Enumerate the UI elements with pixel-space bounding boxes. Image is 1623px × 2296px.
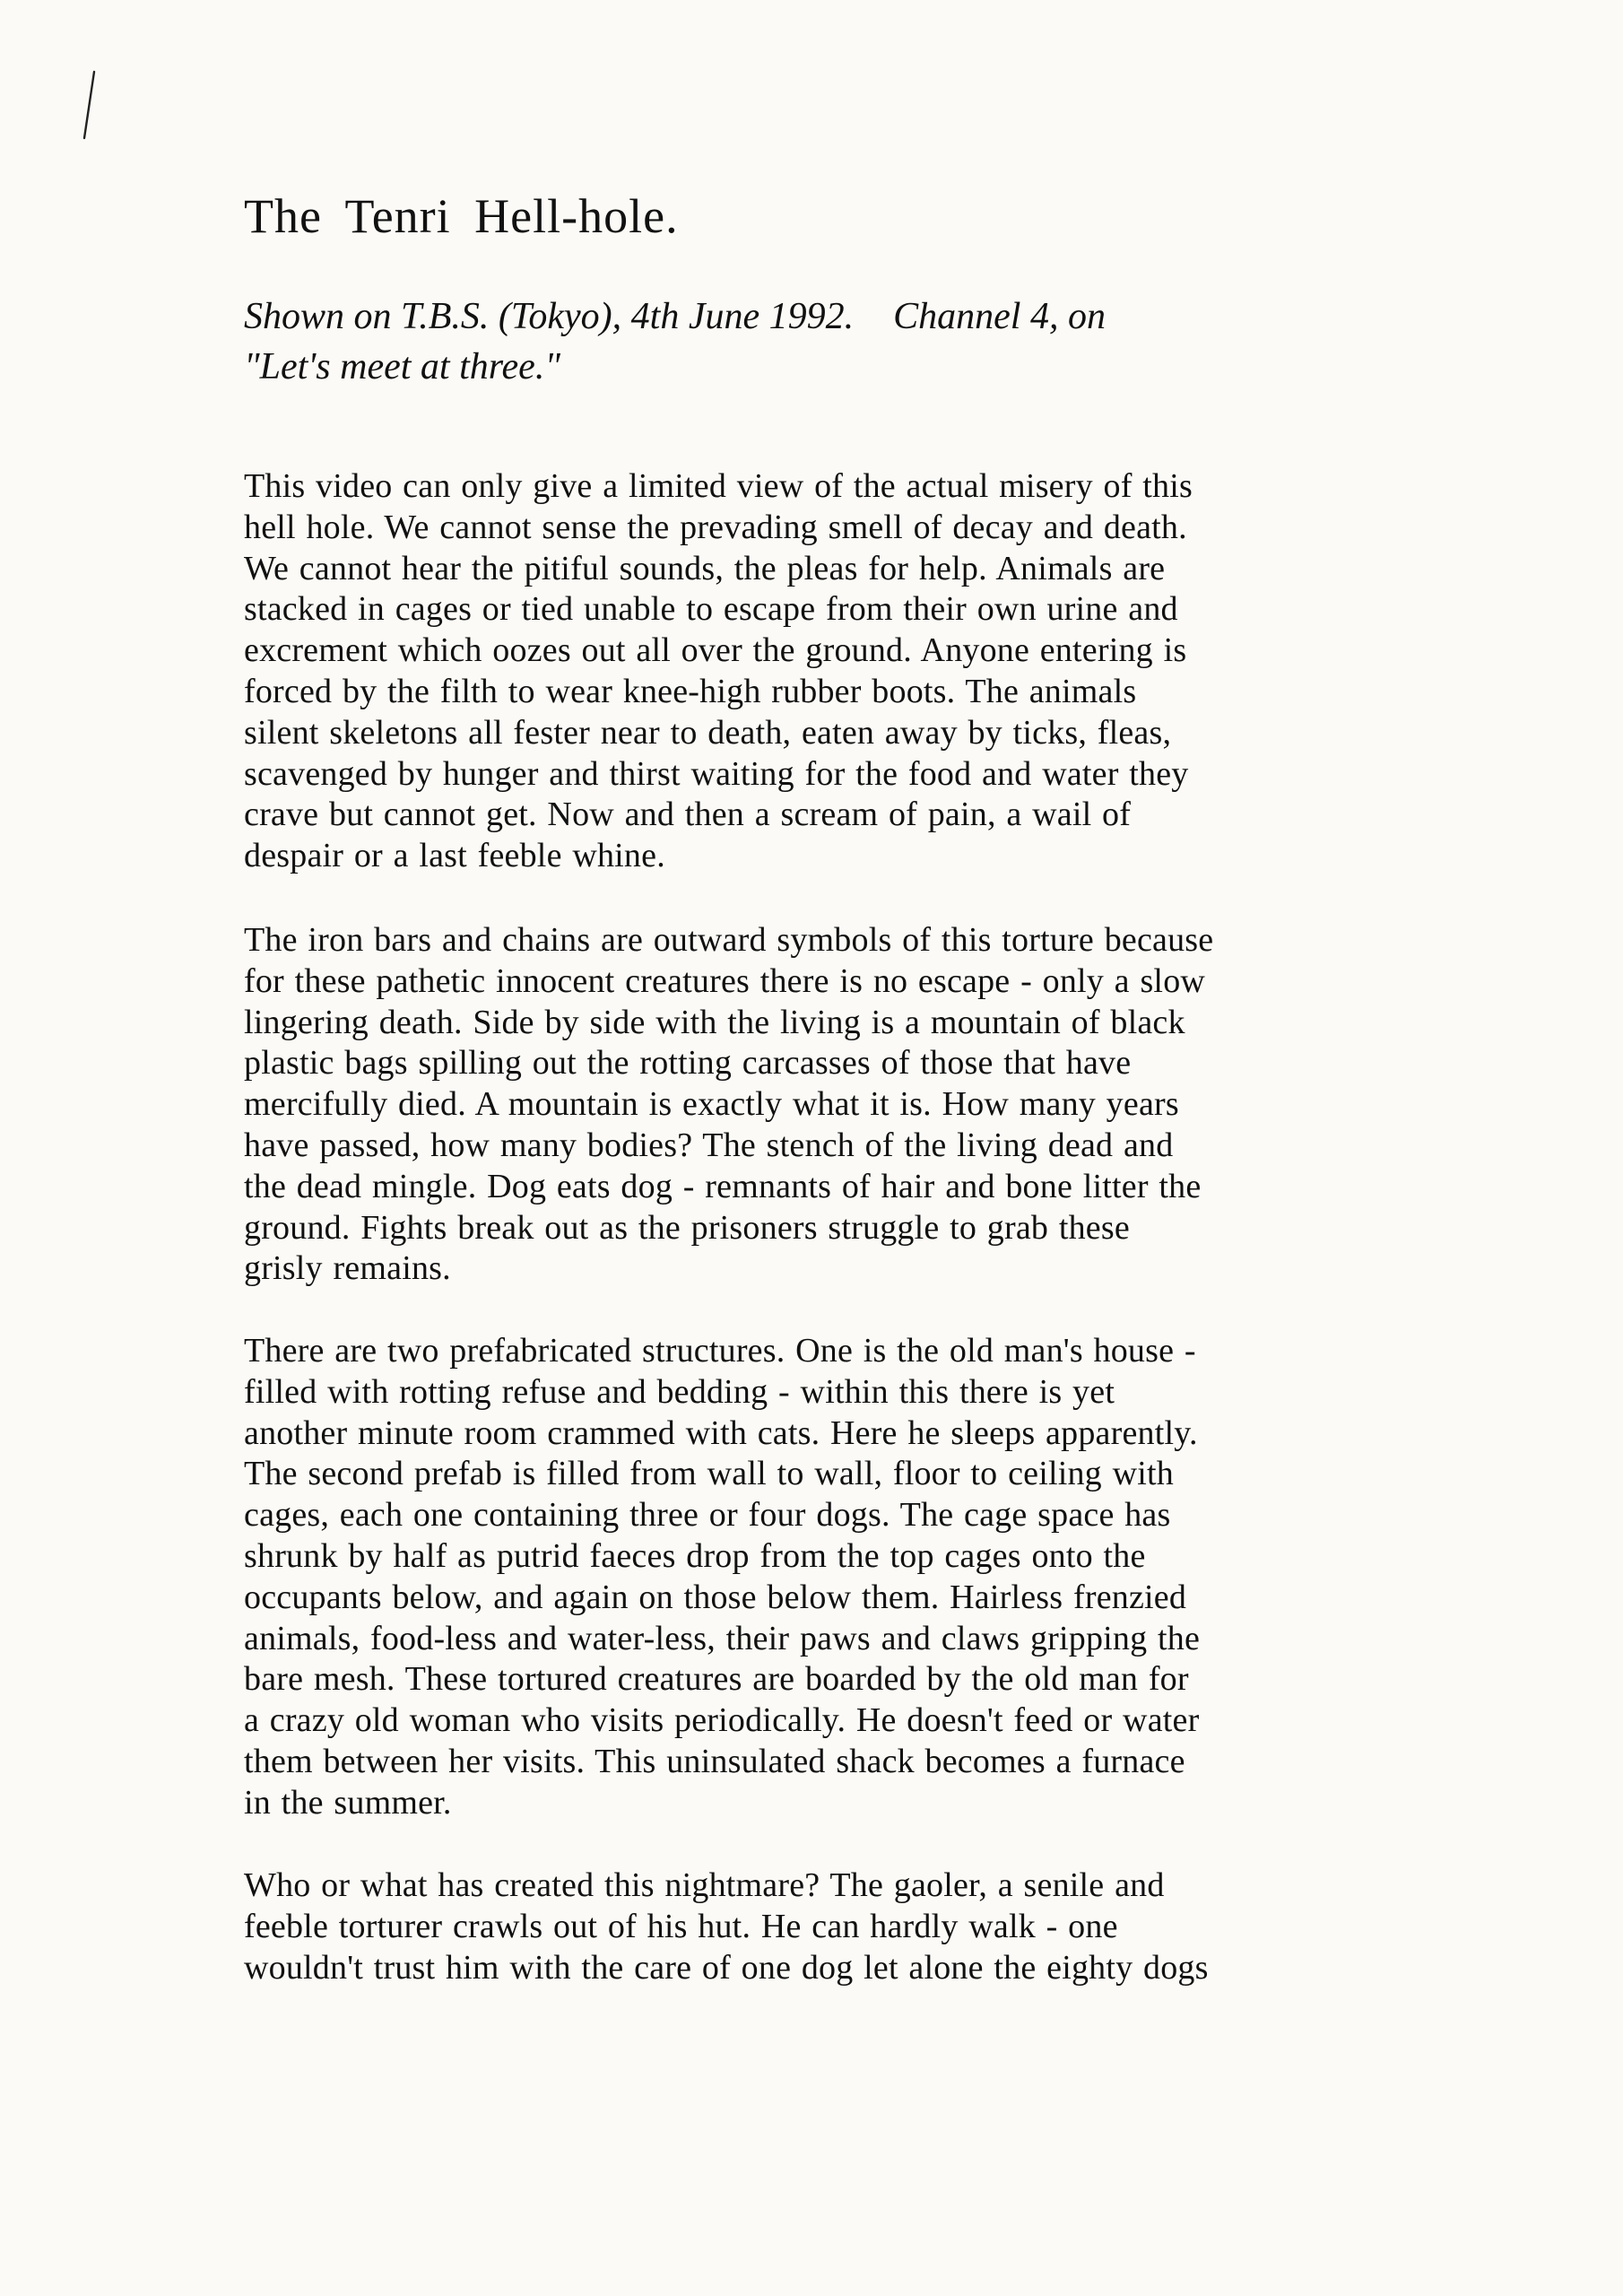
text-line: The iron bars and chains are outward symbols of this torture because: [244, 921, 1214, 959]
broadcast-date: Shown on T.B.S. (Tokyo), 4th June 1992.: [244, 296, 855, 337]
paragraph-4: [244, 1866, 1209, 1988]
text-line: The second prefab is filled from wall to wall, floor to ceiling with: [244, 1455, 1174, 1493]
text-line: bare mesh. These tortured creatures are boarded by the old man for: [244, 1660, 1189, 1699]
text-line: silent skeletons all fester near to death, eaten away by ticks, fleas,: [244, 713, 1172, 752]
text-line: feeble torturer crawls out of his hut. He can hardly walk - one: [244, 1907, 1118, 1945]
text-line: plastic bags spilling out the rotting carcasses of those that have: [244, 1044, 1132, 1083]
text-line: have passed, how many bodies? The stench of the living dead and: [244, 1126, 1174, 1164]
paragraph-1: [244, 466, 1193, 877]
text-line: We cannot hear the pitiful sounds, the pleas for help. Animals are: [244, 549, 1166, 587]
margin-slash-mark: [82, 70, 95, 140]
text-line: shrunk by half as putrid faeces drop from the top cages onto the: [244, 1536, 1146, 1575]
text-line: ground. Fights break out as the prisoners struggle to grab these: [244, 1208, 1130, 1247]
text-line: excrement which oozes out all over the ground. Anyone entering is: [244, 631, 1187, 670]
text-line: stacked in cages or tied unable to escape from their own urine and: [244, 590, 1178, 629]
text-line: grisly remains.: [244, 1249, 451, 1288]
text-line: There are two prefabricated structures. One is the old man's house -: [244, 1332, 1196, 1370]
text-line: forced by the filth to wear knee-high rubber boots. The animals: [244, 672, 1137, 710]
text-line: wouldn't trust him with the care of one dog let alone the eighty dogs: [244, 1948, 1209, 1987]
text-line: cages, each one containing three or four dogs. The cage space has: [244, 1496, 1171, 1535]
text-line: crave but cannot get. Now and then a scream of pain, a wail of: [244, 796, 1132, 834]
broadcast-info-line: [244, 291, 1106, 342]
document-title: The Tenri Hell-hole.: [244, 189, 679, 243]
paragraph-3: [244, 1331, 1200, 1824]
text-line: the dead mingle. Dog eats dog - remnants of hair and bone litter the: [244, 1167, 1202, 1205]
text-line: animals, food-less and water-less, their paws and claws gripping the: [244, 1619, 1201, 1657]
text-line: lingering death. Side by side with the living is a mountain of black: [244, 1003, 1185, 1041]
text-line: them between her visits. This uninsulated shack becomes a furnace: [244, 1742, 1185, 1780]
paragraph-2: [244, 920, 1213, 1290]
text-line: for these pathetic innocent creatures there is no escape - only a slow: [244, 961, 1206, 1000]
text-line: This video can only give a limited view of the actual misery of this: [244, 467, 1193, 505]
text-line: scavenged by hunger and thirst waiting for the food and water they: [244, 754, 1189, 793]
text-line: occupants below, and again on those below them. Hairless frenzied: [244, 1578, 1187, 1616]
program-name: "Let's meet at three.": [244, 346, 560, 387]
text-line: hell hole. We cannot sense the prevading smell of decay and death.: [244, 508, 1187, 546]
broadcast-info: [244, 291, 1106, 392]
text-line: mercifully died. A mountain is exactly what it is. How many years: [244, 1085, 1179, 1124]
text-line: a crazy old woman who visits periodically. He doesn't feed or water: [244, 1701, 1200, 1740]
text-line: in the summer.: [244, 1783, 452, 1822]
text-line: another minute room crammed with cats. Here he sleeps apparently.: [244, 1413, 1198, 1452]
broadcast-info-line: [244, 342, 1106, 392]
broadcast-channel: Channel 4, on: [893, 296, 1106, 337]
text-line: Who or what has created this nightmare? The gaoler, a senile and: [244, 1866, 1165, 1904]
text-line: despair or a last feeble whine.: [244, 837, 665, 875]
text-line: filled with rotting refuse and bedding - within this there is yet: [244, 1372, 1115, 1411]
